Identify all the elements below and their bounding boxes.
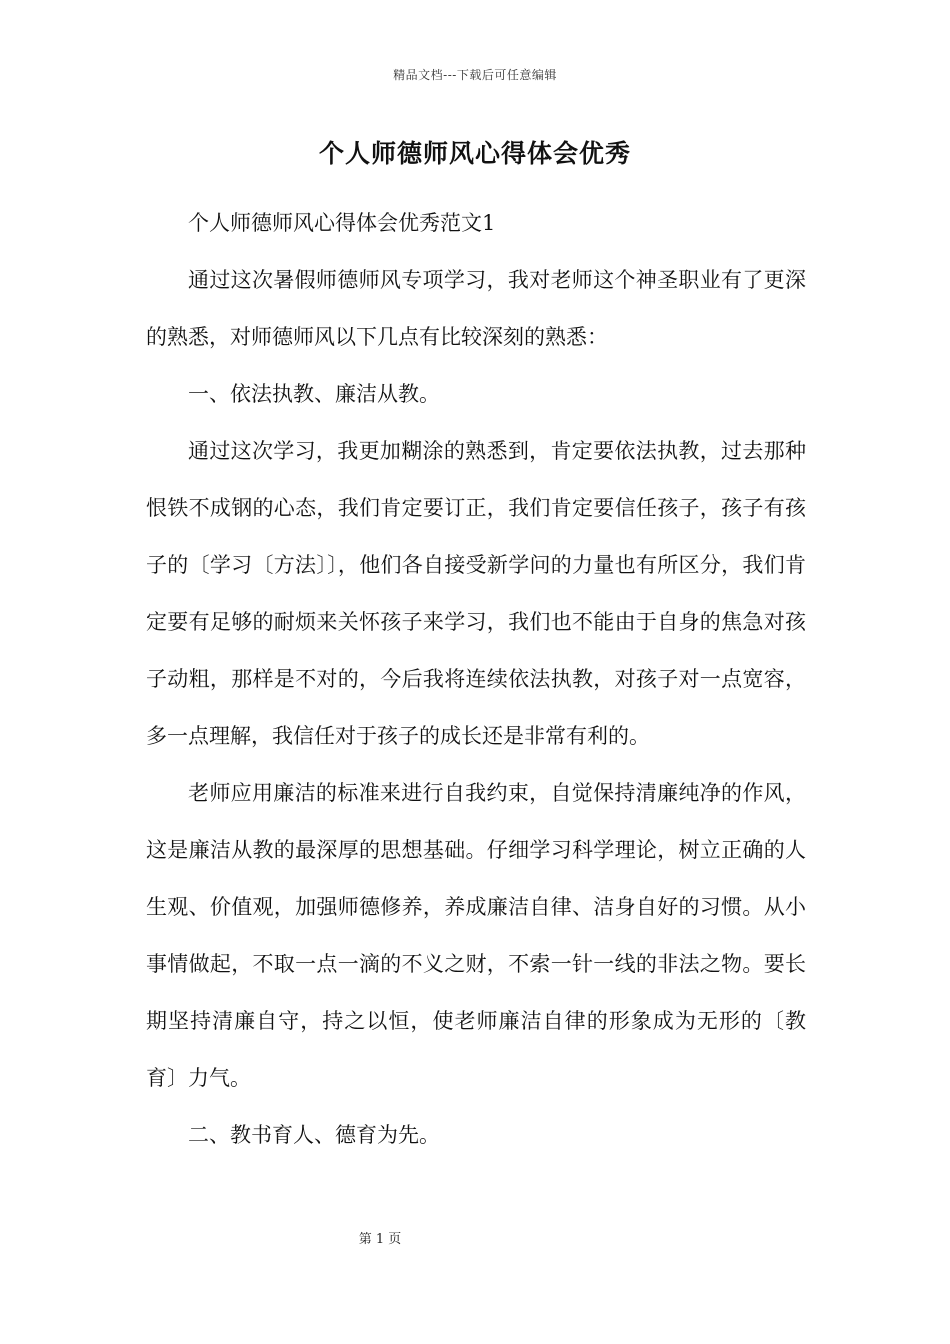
paragraph: 通过这次暑假师德师风专项学习，我对老师这个神圣职业有了更深的熟悉，对师德师风以下几点有比较深刻的熟悉： (146, 268, 806, 349)
section-title: 个人师德师风心得体会优秀范文1 (188, 211, 496, 235)
paragraph: 老师应用廉洁的标准来进行自我约束，自觉保持清廉纯净的作风，这是廉洁从教的最深厚的思想基础。仔细学习科学理论，树立正确的人生观、价值观，加强师德修养，养成廉洁自律、洁身自好的习惯。从小事情做起，不取一点一滴的不义之财，不索一针一线的非法之物。要长期坚持清廉自守，持之以恒，使老师廉洁自律的形象成为无形的〔教育〕力气。 (146, 781, 806, 1090)
document-title: 个人师德师风心得体会优秀 (318, 139, 631, 168)
section-heading: 二、教书育人、德育为先。 (188, 1123, 440, 1147)
document-body (146, 195, 806, 1164)
page-number: 第 1 页 (358, 1232, 402, 1247)
section-heading: 一、依法执教、廉洁从教。 (188, 382, 440, 406)
header-note: 精品文档---下载后可任意编辑 (393, 68, 557, 82)
paragraph: 通过这次学习，我更加糊涂的熟悉到，肯定要依法执教，过去那种恨铁不成钢的心态，我们肯定要订正，我们肯定要信任孩子，孩子有孩子的〔学习〔方法〕〕，他们各自接受新学问的力量也有所区分，我们肯定要有足够的耐烦来关怀孩子来学习，我们也不能由于自身的焦急对孩子动粗，那样是不对的，今后我将连续依法执教，对孩子对一点宽容，多一点理解，我信任对于孩子的成长还是非常有利的。 (146, 439, 806, 748)
